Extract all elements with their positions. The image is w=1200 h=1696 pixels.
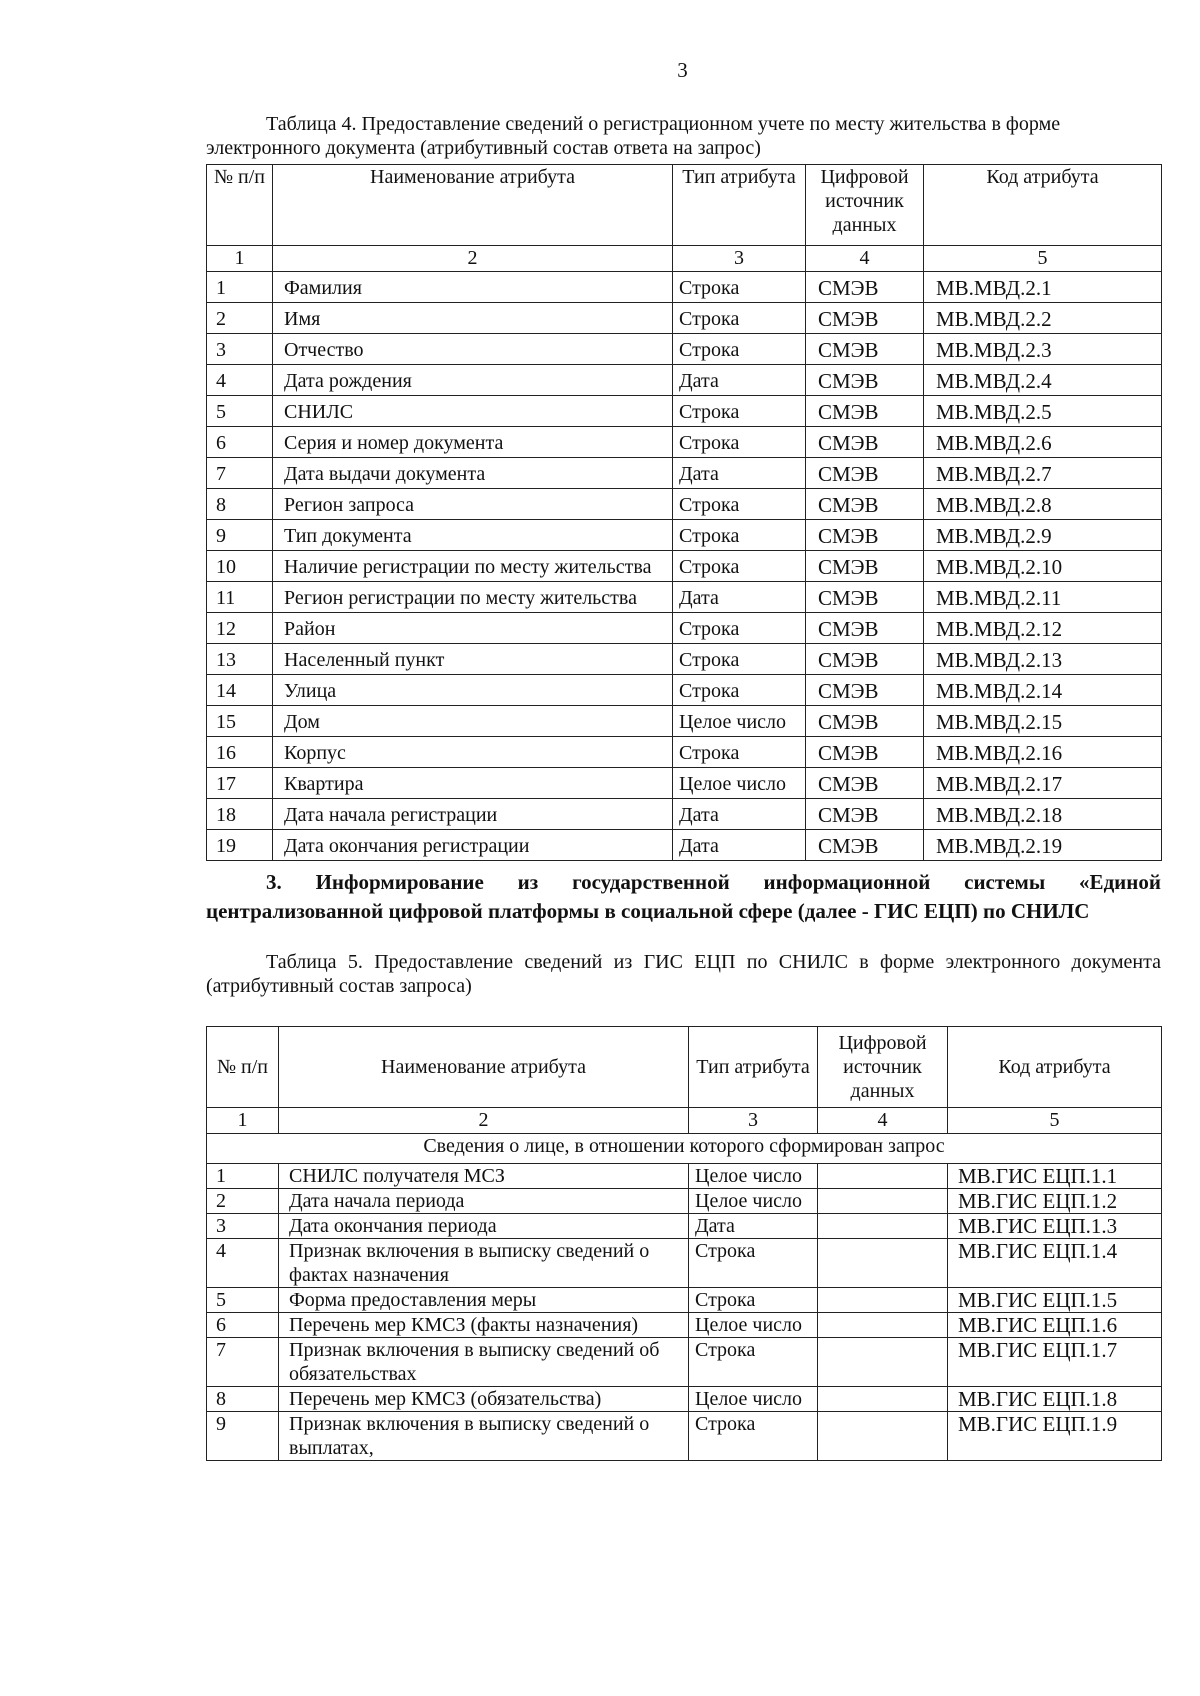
attribute-code: МВ.МВД.2.17	[924, 768, 1162, 799]
row-number: 7	[207, 458, 273, 489]
data-source: СМЭВ	[806, 737, 924, 768]
header-data-source: Цифровой источник данных	[806, 165, 924, 246]
column-number: 3	[673, 246, 806, 272]
column-number: 1	[207, 246, 273, 272]
attribute-code: МВ.ГИС ЕЦП.1.8	[948, 1387, 1162, 1412]
data-source	[818, 1214, 948, 1239]
row-number: 2	[207, 1189, 279, 1214]
table-row	[207, 644, 1162, 675]
attribute-type: Строка	[673, 644, 806, 675]
row-number: 17	[207, 768, 273, 799]
data-source: СМЭВ	[806, 582, 924, 613]
page-number: 3	[677, 58, 688, 82]
column-number: 2	[273, 246, 673, 272]
attribute-name: Населенный пункт	[273, 644, 673, 675]
row-number: 5	[207, 396, 273, 427]
attribute-code: МВ.МВД.2.8	[924, 489, 1162, 520]
column-number: 1	[207, 1108, 279, 1134]
gis-ecp-request-table	[206, 1026, 1162, 1461]
table-header-row	[207, 165, 1162, 246]
table-row	[207, 737, 1162, 768]
attribute-code: МВ.ГИС ЕЦП.1.3	[948, 1214, 1162, 1239]
row-number: 15	[207, 706, 273, 737]
row-number: 13	[207, 644, 273, 675]
table-row	[207, 1338, 1162, 1387]
row-number: 19	[207, 830, 273, 861]
column-number: 3	[689, 1108, 818, 1134]
column-number: 2	[279, 1108, 689, 1134]
data-source: СМЭВ	[806, 551, 924, 582]
table-row	[207, 613, 1162, 644]
attribute-name: Фамилия	[273, 272, 673, 303]
table-row	[207, 427, 1162, 458]
attribute-name: СНИЛС	[273, 396, 673, 427]
table-5-body	[207, 1164, 1162, 1461]
attribute-code: МВ.МВД.2.13	[924, 644, 1162, 675]
attribute-code: МВ.МВД.2.18	[924, 799, 1162, 830]
attribute-code: МВ.МВД.2.5	[924, 396, 1162, 427]
attribute-name: Дата начала регистрации	[273, 799, 673, 830]
data-source	[818, 1412, 948, 1461]
section-3-heading: 3. Информирование из государственной информационной системы «Единой централизованной цифровой платформы в социальной сфере (далее - ГИС ЕЦП) по СНИЛС	[206, 870, 1161, 923]
attribute-type: Строка	[673, 520, 806, 551]
header-attribute-type: Тип атрибута	[689, 1027, 818, 1108]
attribute-code: МВ.МВД.2.16	[924, 737, 1162, 768]
column-number-row	[207, 246, 1162, 272]
attribute-code: МВ.МВД.2.11	[924, 582, 1162, 613]
data-source: СМЭВ	[806, 272, 924, 303]
attribute-name: Форма предоставления меры	[279, 1288, 689, 1313]
data-source: СМЭВ	[806, 768, 924, 799]
attribute-name: Наличие регистрации по месту жительства	[273, 551, 673, 582]
table-row	[207, 799, 1162, 830]
data-source	[818, 1288, 948, 1313]
attribute-code: МВ.МВД.2.15	[924, 706, 1162, 737]
attribute-type: Целое число	[673, 706, 806, 737]
table-row	[207, 303, 1162, 334]
data-source: СМЭВ	[806, 675, 924, 706]
row-number: 6	[207, 1313, 279, 1338]
row-number: 3	[207, 334, 273, 365]
attribute-name: СНИЛС получателя МСЗ	[279, 1164, 689, 1189]
row-number: 12	[207, 613, 273, 644]
table-row	[207, 458, 1162, 489]
group-title-row	[207, 1134, 1162, 1164]
data-source: СМЭВ	[806, 458, 924, 489]
data-source: СМЭВ	[806, 396, 924, 427]
attribute-name: Квартира	[273, 768, 673, 799]
row-number: 4	[207, 365, 273, 396]
attribute-type: Строка	[673, 334, 806, 365]
row-number: 1	[207, 272, 273, 303]
table-row	[207, 768, 1162, 799]
table-row	[207, 365, 1162, 396]
table-row	[207, 1214, 1162, 1239]
data-source	[818, 1164, 948, 1189]
row-number: 9	[207, 520, 273, 551]
column-number: 5	[924, 246, 1162, 272]
attribute-code: МВ.МВД.2.19	[924, 830, 1162, 861]
table-row	[207, 396, 1162, 427]
table-row	[207, 675, 1162, 706]
table-row	[207, 1288, 1162, 1313]
attribute-name: Признак включения в выписку сведений о выплатах,	[279, 1412, 689, 1461]
header-attribute-name: Наименование атрибута	[279, 1027, 689, 1108]
attribute-type: Дата	[673, 458, 806, 489]
column-number: 5	[948, 1108, 1162, 1134]
row-number: 11	[207, 582, 273, 613]
row-number: 8	[207, 489, 273, 520]
table-4-caption: Таблица 4. Предоставление сведений о регистрационном учете по месту жительства в форме электронного документа (атрибутивный состав ответа на запрос)	[206, 113, 1061, 159]
attribute-type: Строка	[689, 1239, 818, 1288]
attribute-type: Строка	[673, 551, 806, 582]
attribute-type: Целое число	[673, 768, 806, 799]
table-header-row	[207, 1027, 1162, 1108]
attribute-name: Перечень мер КМСЗ (факты назначения)	[279, 1313, 689, 1338]
data-source: СМЭВ	[806, 644, 924, 675]
table-row	[207, 1189, 1162, 1214]
attribute-name: Улица	[273, 675, 673, 706]
attribute-type: Целое число	[689, 1189, 818, 1214]
attribute-code: МВ.МВД.2.12	[924, 613, 1162, 644]
row-number: 10	[207, 551, 273, 582]
data-source: СМЭВ	[806, 706, 924, 737]
attribute-code: МВ.МВД.2.4	[924, 365, 1162, 396]
data-source: СМЭВ	[806, 830, 924, 861]
attribute-type: Строка	[673, 427, 806, 458]
table-row	[207, 551, 1162, 582]
attribute-name: Дата начала периода	[279, 1189, 689, 1214]
data-source	[818, 1338, 948, 1387]
attribute-code: МВ.МВД.2.1	[924, 272, 1162, 303]
attribute-type: Строка	[673, 737, 806, 768]
attribute-name: Тип документа	[273, 520, 673, 551]
attribute-type: Дата	[673, 830, 806, 861]
attribute-name: Отчество	[273, 334, 673, 365]
row-number: 16	[207, 737, 273, 768]
row-number: 4	[207, 1239, 279, 1288]
column-number-row	[207, 1108, 1162, 1134]
group-title: Сведения о лице, в отношении которого сформирован запрос	[207, 1134, 1162, 1164]
table-row	[207, 1239, 1162, 1288]
data-source: СМЭВ	[806, 334, 924, 365]
table-row	[207, 489, 1162, 520]
attribute-code: МВ.ГИС ЕЦП.1.7	[948, 1338, 1162, 1387]
table-5-caption: Таблица 5. Предоставление сведений из ГИС ЕЦП по СНИЛС в форме электронного документа (атрибутивный состав запроса)	[206, 951, 1161, 997]
header-attribute-name: Наименование атрибута	[273, 165, 673, 246]
header-number: № п/п	[207, 1027, 279, 1108]
attribute-name: Дата выдачи документа	[273, 458, 673, 489]
attribute-type: Целое число	[689, 1387, 818, 1412]
column-number: 4	[818, 1108, 948, 1134]
header-number: № п/п	[207, 165, 273, 246]
attribute-type: Строка	[673, 303, 806, 334]
attribute-code: МВ.МВД.2.7	[924, 458, 1162, 489]
registration-attributes-table	[206, 164, 1162, 861]
attribute-type: Дата	[673, 582, 806, 613]
table-row	[207, 334, 1162, 365]
row-number: 2	[207, 303, 273, 334]
row-number: 7	[207, 1338, 279, 1387]
table-row	[207, 520, 1162, 551]
data-source	[818, 1239, 948, 1288]
attribute-code: МВ.МВД.2.6	[924, 427, 1162, 458]
attribute-type: Дата	[673, 799, 806, 830]
table-row	[207, 706, 1162, 737]
header-attribute-code: Код атрибута	[948, 1027, 1162, 1108]
attribute-type: Строка	[673, 613, 806, 644]
attribute-type: Строка	[673, 396, 806, 427]
row-number: 18	[207, 799, 273, 830]
table-row	[207, 1387, 1162, 1412]
data-source: СМЭВ	[806, 365, 924, 396]
attribute-code: МВ.МВД.2.3	[924, 334, 1162, 365]
header-attribute-type: Тип атрибута	[673, 165, 806, 246]
attribute-type: Строка	[673, 272, 806, 303]
data-source: СМЭВ	[806, 520, 924, 551]
attribute-code: МВ.МВД.2.2	[924, 303, 1162, 334]
table-row	[207, 830, 1162, 861]
attribute-type: Целое число	[689, 1164, 818, 1189]
attribute-name: Признак включения в выписку сведений о фактах назначения	[279, 1239, 689, 1288]
attribute-code: МВ.ГИС ЕЦП.1.5	[948, 1288, 1162, 1313]
data-source: СМЭВ	[806, 427, 924, 458]
attribute-name: Дата рождения	[273, 365, 673, 396]
header-attribute-code: Код атрибута	[924, 165, 1162, 246]
data-source: СМЭВ	[806, 489, 924, 520]
column-number: 4	[806, 246, 924, 272]
attribute-code: МВ.ГИС ЕЦП.1.9	[948, 1412, 1162, 1461]
attribute-type: Строка	[689, 1338, 818, 1387]
table-row	[207, 1164, 1162, 1189]
row-number: 9	[207, 1412, 279, 1461]
attribute-type: Дата	[673, 365, 806, 396]
header-data-source: Цифровой источник данных	[818, 1027, 948, 1108]
attribute-code: МВ.МВД.2.10	[924, 551, 1162, 582]
attribute-code: МВ.МВД.2.9	[924, 520, 1162, 551]
data-source	[818, 1313, 948, 1338]
table-row	[207, 1313, 1162, 1338]
row-number: 14	[207, 675, 273, 706]
table-row	[207, 1412, 1162, 1461]
attribute-type: Строка	[689, 1412, 818, 1461]
attribute-type: Дата	[689, 1214, 818, 1239]
table-row	[207, 272, 1162, 303]
row-number: 6	[207, 427, 273, 458]
table-row	[207, 582, 1162, 613]
attribute-name: Серия и номер документа	[273, 427, 673, 458]
table-4-body	[207, 272, 1162, 861]
attribute-name: Перечень мер КМСЗ (обязательства)	[279, 1387, 689, 1412]
data-source	[818, 1189, 948, 1214]
attribute-name: Корпус	[273, 737, 673, 768]
attribute-name: Имя	[273, 303, 673, 334]
attribute-name: Дата окончания периода	[279, 1214, 689, 1239]
data-source: СМЭВ	[806, 613, 924, 644]
attribute-type: Строка	[673, 489, 806, 520]
attribute-code: МВ.МВД.2.14	[924, 675, 1162, 706]
attribute-code: МВ.ГИС ЕЦП.1.1	[948, 1164, 1162, 1189]
attribute-type: Строка	[673, 675, 806, 706]
row-number: 3	[207, 1214, 279, 1239]
attribute-name: Регион запроса	[273, 489, 673, 520]
attribute-name: Регион регистрации по месту жительства	[273, 582, 673, 613]
data-source	[818, 1387, 948, 1412]
attribute-name: Дом	[273, 706, 673, 737]
row-number: 8	[207, 1387, 279, 1412]
attribute-type: Целое число	[689, 1313, 818, 1338]
attribute-type: Строка	[689, 1288, 818, 1313]
row-number: 1	[207, 1164, 279, 1189]
attribute-code: МВ.ГИС ЕЦП.1.6	[948, 1313, 1162, 1338]
data-source: СМЭВ	[806, 303, 924, 334]
attribute-code: МВ.ГИС ЕЦП.1.2	[948, 1189, 1162, 1214]
attribute-name: Признак включения в выписку сведений об обязательствах	[279, 1338, 689, 1387]
row-number: 5	[207, 1288, 279, 1313]
attribute-code: МВ.ГИС ЕЦП.1.4	[948, 1239, 1162, 1288]
attribute-name: Район	[273, 613, 673, 644]
attribute-name: Дата окончания регистрации	[273, 830, 673, 861]
data-source: СМЭВ	[806, 799, 924, 830]
